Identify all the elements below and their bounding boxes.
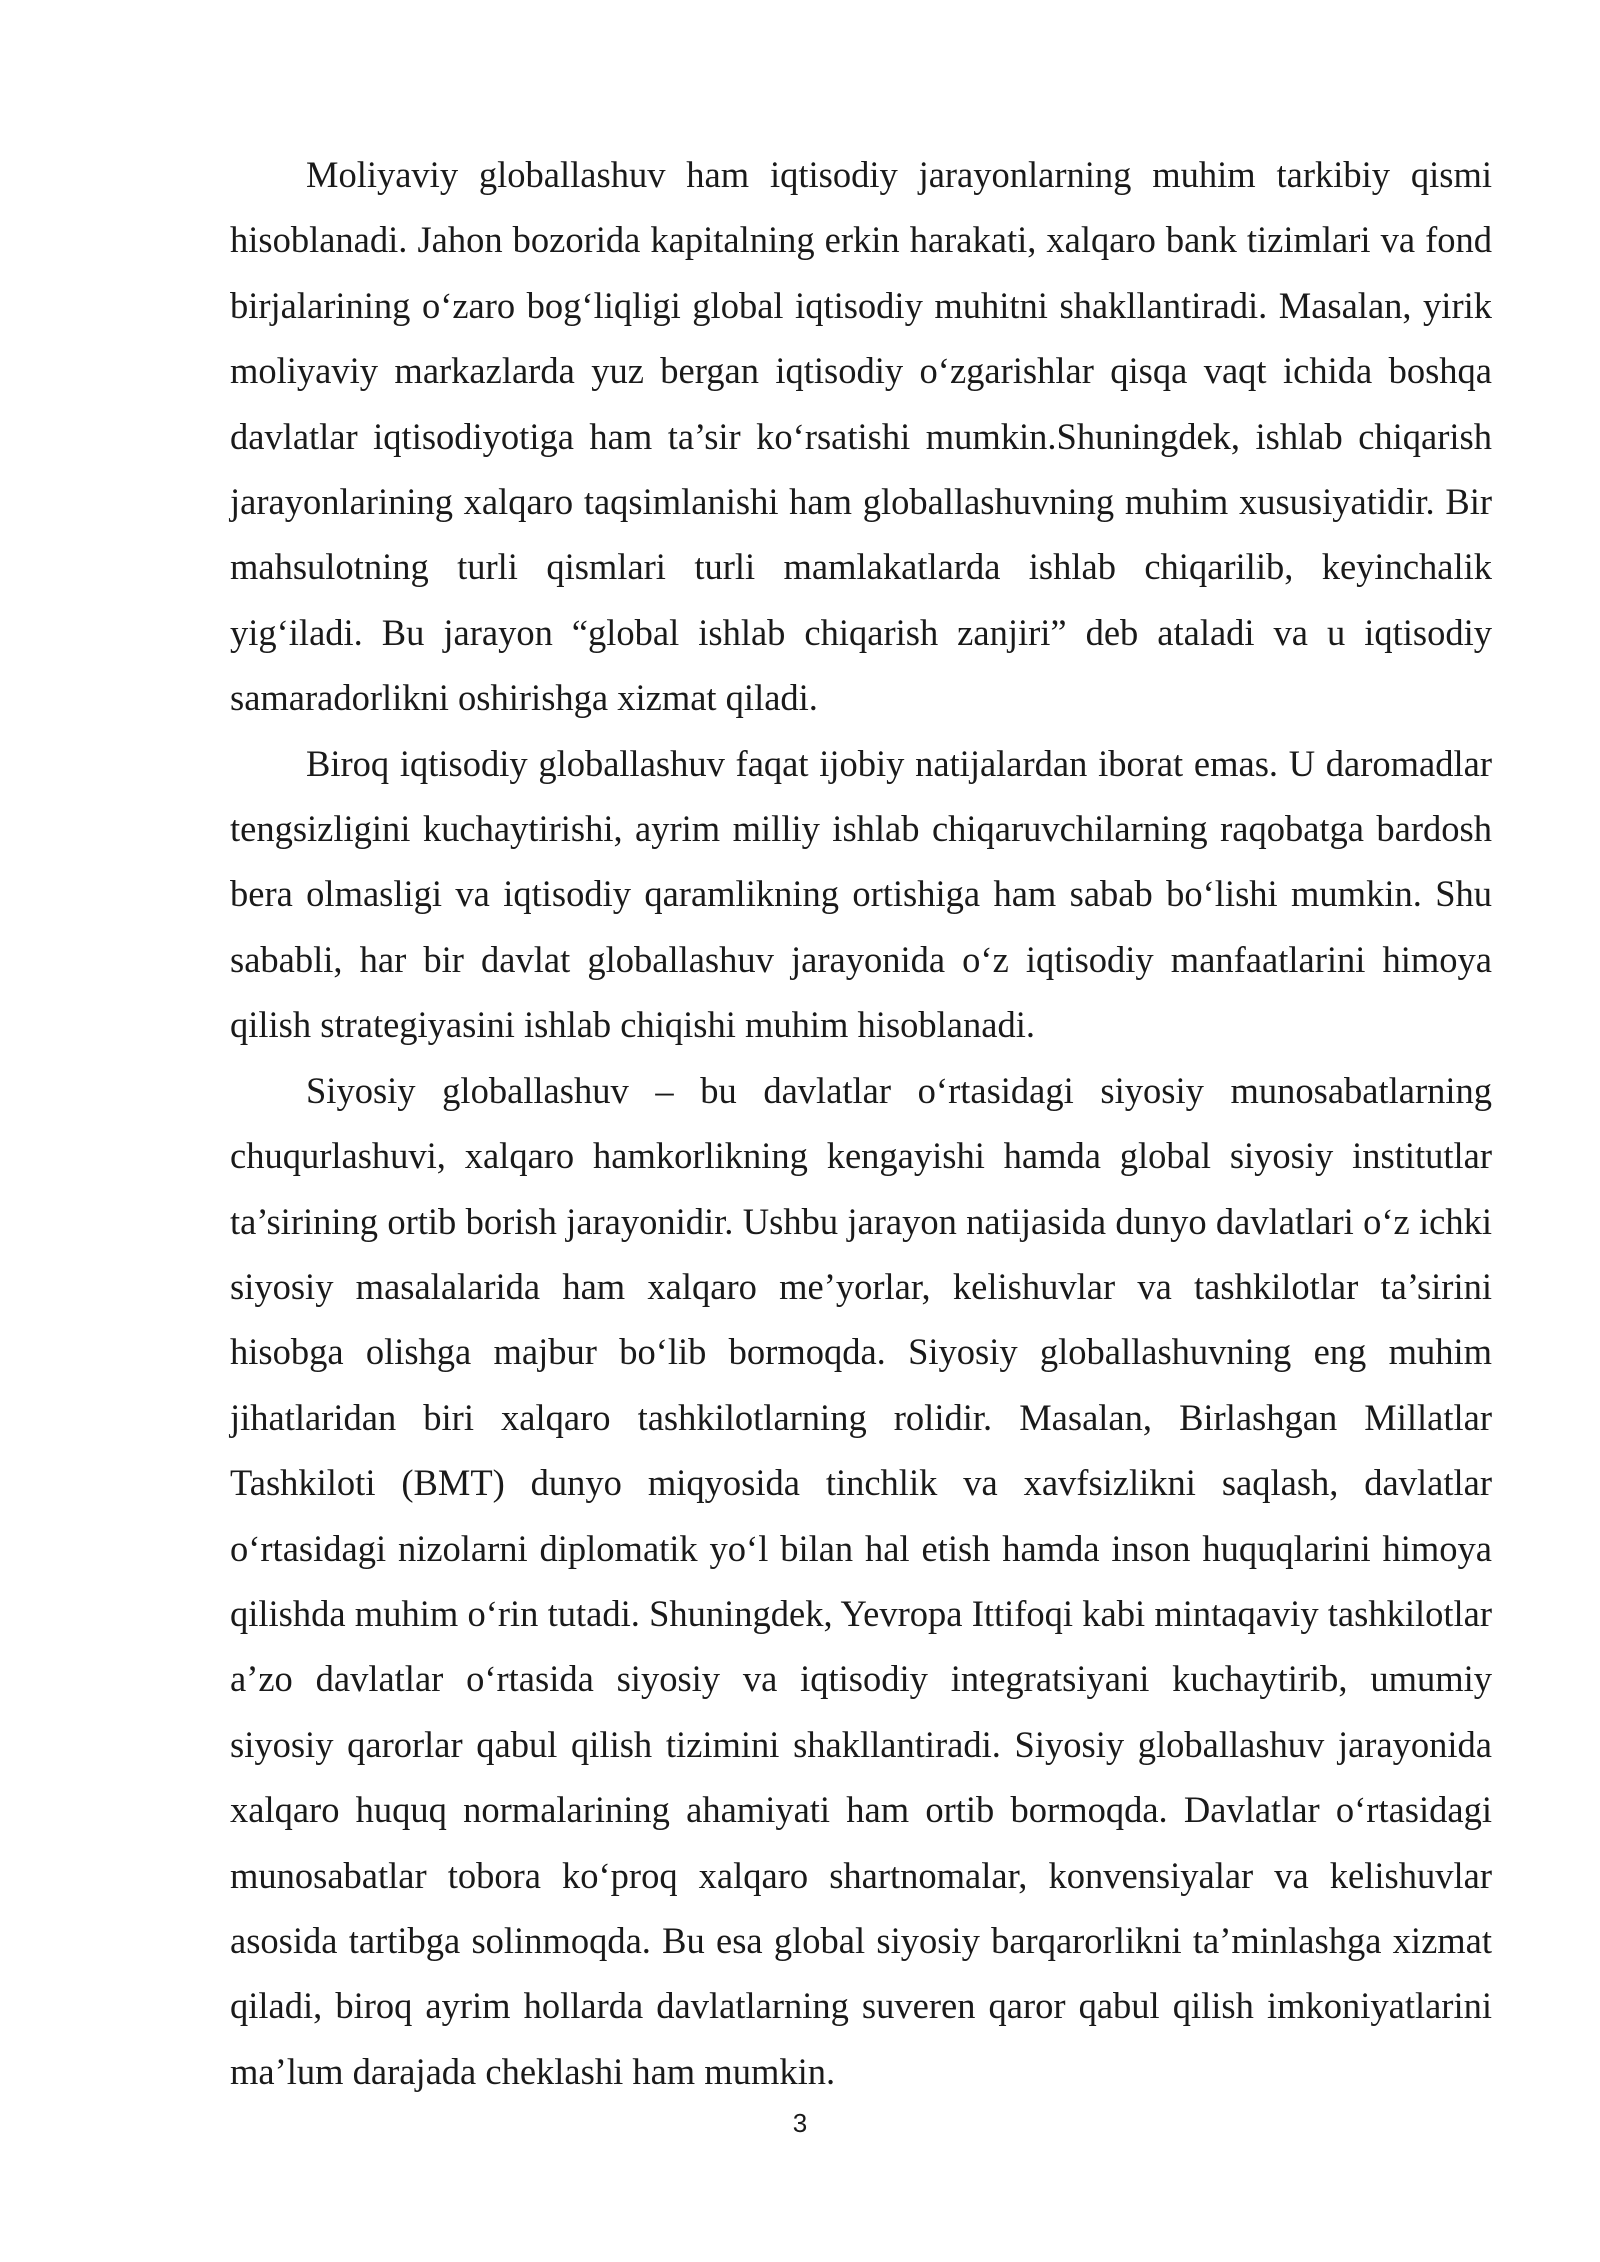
body-text — [230, 142, 1492, 2104]
paragraph-political-globalization: Siyosiy globallashuv – bu davlatlar o‘rtasidagi siyosiy munosabatlarning chuqurlashuvi, xalqaro hamkorlikning kengayishi hamda global siyosiy institutlar ta’sirining ortib borish jarayonidir. Ushbu jarayon natijasida dunyo davlatlari o‘z ichki siyosiy masalalarida ham xalqaro me’yorlar, kelishuvlar va tashkilotlar ta’sirini hisobga olishga majbur bo‘lib bormoqda. Siyosiy globallashuvning eng muhim jihatlaridan biri xalqaro tashkilotlarning rolidir. Masalan, Birlashgan Millatlar Tashkiloti (BMT) dunyo miqyosida tinchlik va xavfsizlikni saqlash, davlatlar o‘rtasidagi nizolarni diplomatik yo‘l bilan hal etish hamda inson huquqlarini himoya qilishda muhim o‘rin tutadi. Shuningdek, Yevropa Ittifoqi kabi mintaqaviy tashkilotlar a’zo davlatlar o‘rtasida siyosiy va iqtisodiy integratsiyani kuchaytirib, umumiy siyosiy qarorlar qabul qilish tizimini shakllantiradi. Siyosiy globallashuv jarayonida xalqaro huquq normalarining ahamiyati ham ortib bormoqda. Davlatlar o‘rtasidagi munosabatlar tobora ko‘proq xalqaro shartnomalar, konvensiyalar va kelishuvlar asosida tartibga solinmoqda. Bu esa global siyosiy barqarorlikni ta’minlashga xizmat qiladi, biroq ayrim hollarda davlatlarning suveren qaror qabul qilish imkoniyatlarini ma’lum darajada cheklashi ham mumkin. — [230, 1069, 1492, 2092]
page-number: 3 — [792, 2108, 808, 2138]
paragraph-financial-globalization: Moliyaviy globallashuv ham iqtisodiy jarayonlarning muhim tarkibiy qismi hisoblanadi. Jahon bozorida kapitalning erkin harakati, xalqaro bank tizimlari va fond birjalarining o‘zaro bog‘liqligi global iqtisodiy muhitni shakllantiradi. Masalan, yirik moliyaviy markazlarda yuz bergan iqtisodiy o‘zgarishlar qisqa vaqt ichida boshqa davlatlar iqtisodiyotiga ham ta’sir ko‘rsatishi mumkin.Shuningdek, ishlab chiqarish jarayonlarining xalqaro taqsimlanishi ham globallashuvning muhim xususiyatidir. Bir mahsulotning turli qismlari turli mamlakatlarda ishlab chiqarilib, keyinchalik yig‘iladi. Bu jarayon “global ishlab chiqarish zanjiri” deb ataladi va u iqtisodiy samaradorlikni oshirishga xizmat qiladi. — [230, 154, 1492, 719]
paragraph-economic-drawbacks: Biroq iqtisodiy globallashuv faqat ijobiy natijalardan iborat emas. U daromadlar tengsizligini kuchaytirishi, ayrim milliy ishlab chiqaruvchilarning raqobatga bardosh bera olmasligi va iqtisodiy qaramlikning ortishiga ham sabab bo‘lishi mumkin. Shu sababli, har bir davlat globallashuv jarayonida o‘z iqtisodiy manfaatlarini himoya qilish strategiyasini ishlab chiqishi muhim hisoblanadi. — [230, 742, 1492, 1046]
